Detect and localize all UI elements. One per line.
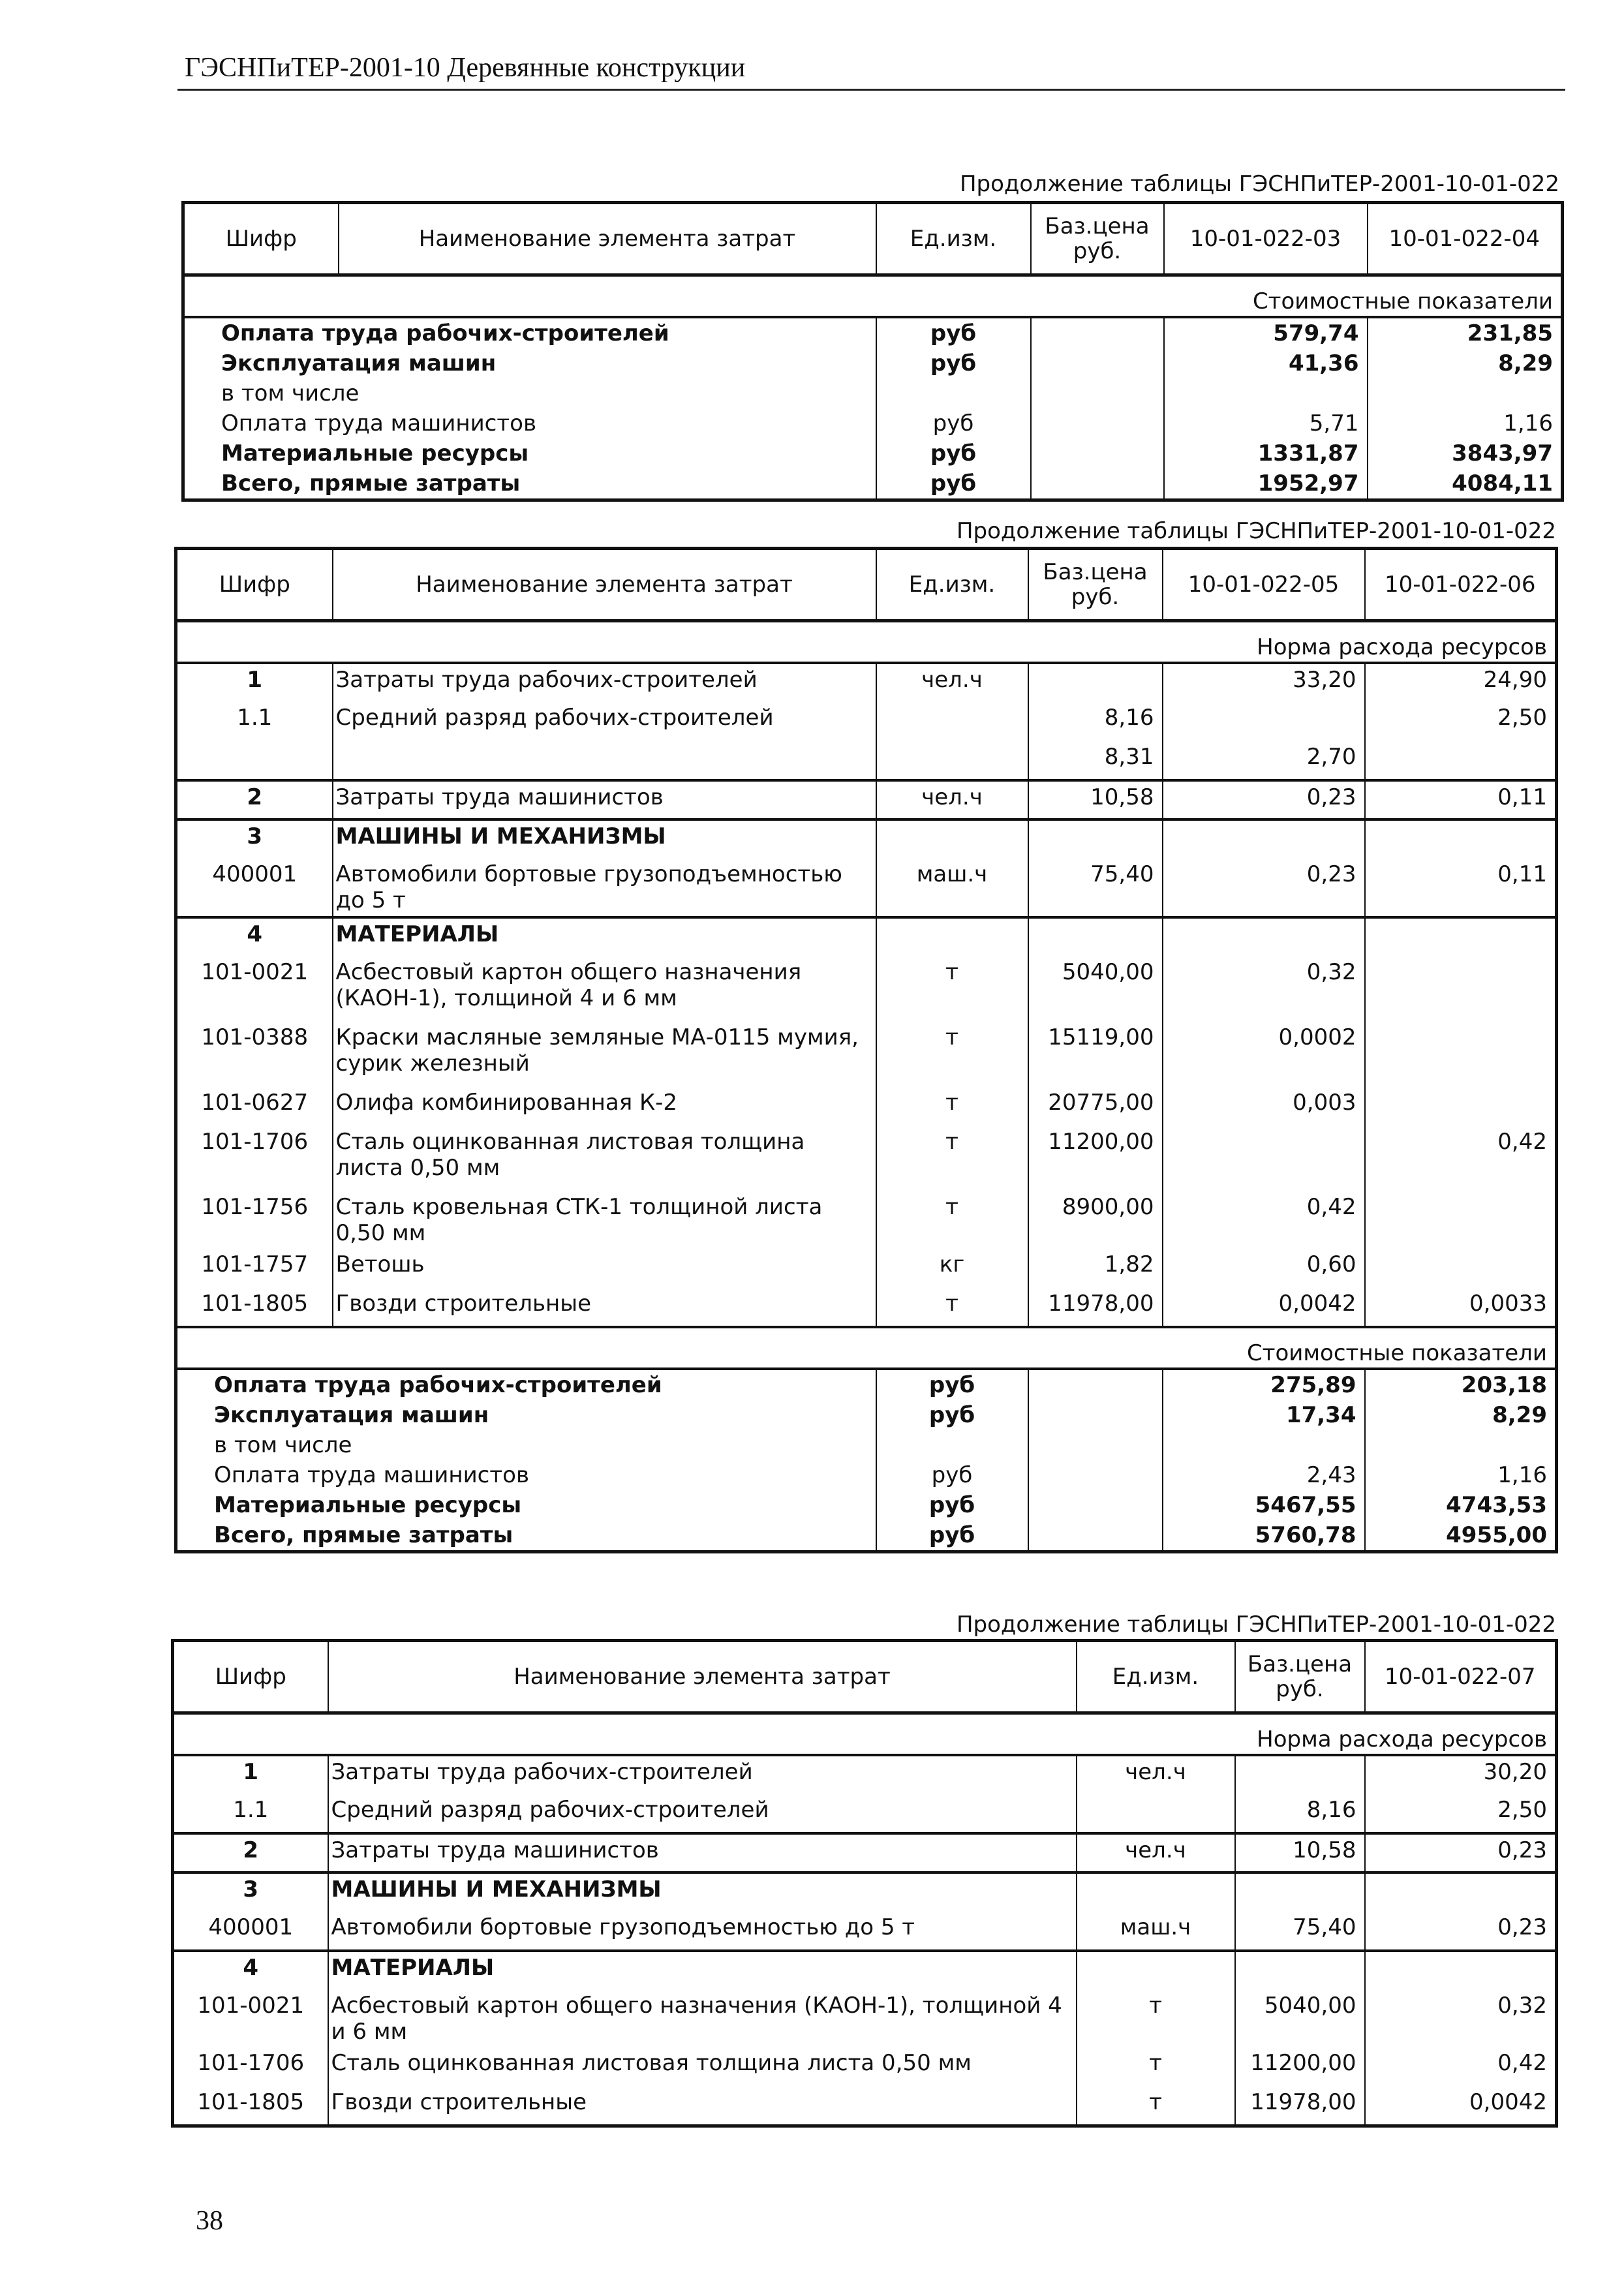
column-header: 10-01-022-05	[1163, 549, 1365, 621]
resource-name: Ветошь	[333, 1249, 876, 1288]
column-header: 10-01-022-06	[1365, 549, 1557, 621]
norm-value	[1365, 741, 1557, 780]
cost-unit: руб	[876, 1460, 1028, 1490]
table2-resources	[174, 547, 1558, 1553]
base-price: 10,58	[1028, 780, 1163, 819]
resource-row	[176, 1191, 1557, 1249]
resource-row	[173, 1794, 1557, 1833]
resource-code: 3	[173, 1872, 328, 1912]
resource-unit: т	[876, 1191, 1028, 1249]
resource-name: Затраты труда машинистов	[333, 780, 876, 819]
resource-name: Сталь кровельная СТК-1 толщиной листа 0,50 мм	[333, 1191, 876, 1249]
cost-unit: руб	[876, 1490, 1028, 1520]
base-price: 75,40	[1235, 1912, 1365, 1951]
resource-group	[173, 1951, 1557, 2126]
resource-unit: чел.ч	[1077, 1833, 1235, 1872]
resource-unit	[1077, 1872, 1235, 1912]
resource-group	[176, 917, 1557, 1327]
resource-name: Олифа комбинированная К-2	[333, 1087, 876, 1126]
resource-name: Гвозди строительные	[328, 2086, 1077, 2126]
resource-row	[176, 702, 1557, 741]
cost-row	[183, 378, 1563, 408]
norm-value	[1365, 1249, 1557, 1288]
resource-unit	[876, 741, 1028, 780]
resource-name: МАШИНЫ И МЕХАНИЗМЫ	[328, 1872, 1077, 1912]
cost-value: 203,18	[1365, 1369, 1557, 1400]
base-price: 20775,00	[1028, 1087, 1163, 1126]
resource-code: 1	[173, 1755, 328, 1794]
base-price	[1235, 1951, 1365, 1990]
resource-code: 101-1756	[176, 1191, 333, 1249]
resource-code: 400001	[173, 1912, 328, 1951]
resource-unit: чел.ч	[1077, 1755, 1235, 1794]
cost-label: в том числе	[176, 1430, 876, 1460]
cost-row	[176, 1490, 1557, 1520]
base-price: 5040,00	[1028, 956, 1163, 1022]
resource-unit: т	[1077, 2047, 1235, 2086]
column-header: Шифр	[173, 1641, 328, 1713]
column-header: Ед.изм.	[876, 549, 1028, 621]
cost-label: Эксплуатация машин	[176, 1400, 876, 1430]
base-price-cell	[1031, 438, 1164, 468]
cost-unit: руб	[876, 438, 1031, 468]
resource-name: Затраты труда рабочих-строителей	[333, 663, 876, 702]
cost-label: Оплата труда машинистов	[176, 1460, 876, 1490]
norm-value: 0,23	[1365, 1833, 1557, 1872]
norm-value	[1163, 917, 1365, 956]
resource-unit	[876, 702, 1028, 741]
cost-value: 5,71	[1164, 408, 1368, 438]
column-header: Баз.цена руб.	[1235, 1641, 1365, 1713]
resource-group	[173, 1872, 1557, 1951]
resource-group	[176, 663, 1557, 780]
cost-row	[183, 408, 1563, 438]
norm-value: 0,23	[1365, 1912, 1557, 1951]
cost-label: Материальные ресурсы	[183, 438, 876, 468]
resource-unit: т	[1077, 2086, 1235, 2126]
cost-unit: руб	[876, 1400, 1028, 1430]
norm-value: 2,50	[1365, 702, 1557, 741]
cost-value	[1163, 1430, 1365, 1460]
cost-unit: руб	[876, 1520, 1028, 1552]
resource-name: Асбестовый картон общего назначения (КАОН-1), толщиной 4 и 6 мм	[333, 956, 876, 1022]
cost-value: 4955,00	[1365, 1520, 1557, 1552]
resource-row	[176, 1249, 1557, 1288]
cost-label: Материальные ресурсы	[176, 1490, 876, 1520]
cost-unit: руб	[876, 408, 1031, 438]
base-price: 8900,00	[1028, 1191, 1163, 1249]
base-price	[1028, 917, 1163, 956]
resource-row	[176, 917, 1557, 956]
norm-value: 24,90	[1365, 663, 1557, 702]
resource-unit: маш.ч	[876, 859, 1028, 917]
resource-row	[176, 780, 1557, 819]
resource-name: Затраты труда машинистов	[328, 1833, 1077, 1872]
resource-unit: маш.ч	[1077, 1912, 1235, 1951]
resource-code: 1.1	[176, 702, 333, 741]
base-price: 8,16	[1028, 702, 1163, 741]
resource-name: МАТЕРИАЛЫ	[328, 1951, 1077, 1990]
resource-unit	[876, 819, 1028, 859]
norm-value: 33,20	[1163, 663, 1365, 702]
cost-label: Оплата труда рабочих-строителей	[183, 317, 876, 348]
column-header: Баз.цена руб.	[1031, 203, 1164, 275]
norm-value: 0,23	[1163, 780, 1365, 819]
resource-code: 101-1757	[176, 1249, 333, 1288]
base-price: 11978,00	[1028, 1288, 1163, 1327]
cost-row	[176, 1460, 1557, 1490]
table1-caption: Продолжение таблицы ГЭСНПиТЕР-2001-10-01-022	[959, 171, 1559, 197]
cost-unit: руб	[876, 317, 1031, 348]
resource-unit: т	[876, 1288, 1028, 1327]
cost-value	[1368, 378, 1563, 408]
norm-value: 0,60	[1163, 1249, 1365, 1288]
resource-unit: т	[876, 1022, 1028, 1087]
norm-value	[1365, 1872, 1557, 1912]
cost-row	[183, 348, 1563, 378]
cost-row	[183, 468, 1563, 500]
column-header: Наименование элемента затрат	[333, 549, 876, 621]
cost-label: Оплата труда рабочих-строителей	[176, 1369, 876, 1400]
page-number: 38	[196, 2206, 223, 2236]
resource-row	[176, 741, 1557, 780]
cost-row	[176, 1520, 1557, 1552]
cost-row	[176, 1369, 1557, 1400]
norm-value: 0,32	[1365, 1990, 1557, 2047]
resource-unit: чел.ч	[876, 663, 1028, 702]
section-label: Норма расхода ресурсов	[176, 621, 1557, 664]
column-header: Наименование элемента затрат	[328, 1641, 1077, 1713]
resource-code: 2	[176, 780, 333, 819]
norm-value	[1163, 1126, 1365, 1191]
norm-value	[1163, 819, 1365, 859]
column-header: 10-01-022-04	[1368, 203, 1563, 275]
resource-unit: чел.ч	[876, 780, 1028, 819]
norm-value: 0,23	[1163, 859, 1365, 917]
cost-unit: руб	[876, 348, 1031, 378]
base-price	[1028, 819, 1163, 859]
cost-unit: руб	[876, 1369, 1028, 1400]
base-price-cell	[1028, 1400, 1163, 1430]
header-row	[176, 549, 1557, 621]
base-price: 8,31	[1028, 741, 1163, 780]
cost-row	[183, 438, 1563, 468]
base-price	[1235, 1755, 1365, 1794]
resource-row	[173, 1755, 1557, 1794]
resource-unit: т	[1077, 1990, 1235, 2047]
base-price-cell	[1028, 1520, 1163, 1552]
base-price: 10,58	[1235, 1833, 1365, 1872]
norm-value: 0,11	[1365, 859, 1557, 917]
resource-name: Краски масляные земляные МА-0115 мумия, сурик железный	[333, 1022, 876, 1087]
section-row	[176, 1327, 1557, 1369]
norm-value	[1365, 819, 1557, 859]
cost-value: 8,29	[1365, 1400, 1557, 1430]
resource-unit	[876, 917, 1028, 956]
norm-value	[1365, 1087, 1557, 1126]
resource-row	[176, 859, 1557, 917]
base-price	[1235, 1872, 1365, 1912]
base-price-cell	[1031, 317, 1164, 348]
resource-row	[176, 1288, 1557, 1327]
base-price: 5040,00	[1235, 1990, 1365, 2047]
cost-label: Всего, прямые затраты	[183, 468, 876, 500]
column-header: Ед.изм.	[876, 203, 1031, 275]
resource-group	[173, 1755, 1557, 1833]
header-row	[173, 1641, 1557, 1713]
norm-value: 0,42	[1365, 2047, 1557, 2086]
resource-code: 4	[176, 917, 333, 956]
base-price-cell	[1028, 1490, 1163, 1520]
resource-name: Затраты труда рабочих-строителей	[328, 1755, 1077, 1794]
resource-code: 3	[176, 819, 333, 859]
resource-row	[176, 956, 1557, 1022]
norm-value: 2,50	[1365, 1794, 1557, 1833]
base-price: 15119,00	[1028, 1022, 1163, 1087]
resource-code: 4	[173, 1951, 328, 1990]
cost-value: 231,85	[1368, 317, 1563, 348]
column-header: Шифр	[183, 203, 339, 275]
resource-name: Средний разряд рабочих-строителей	[328, 1794, 1077, 1833]
norm-value	[1365, 1191, 1557, 1249]
cost-value: 4084,11	[1368, 468, 1563, 500]
norm-value: 0,42	[1163, 1191, 1365, 1249]
column-header: Ед.изм.	[1077, 1641, 1235, 1713]
cost-value: 2,43	[1163, 1460, 1365, 1490]
column-header: 10-01-022-03	[1164, 203, 1368, 275]
norm-value	[1365, 1022, 1557, 1087]
resource-row	[173, 1912, 1557, 1951]
resource-row	[173, 1872, 1557, 1912]
column-header: Баз.цена руб.	[1028, 549, 1163, 621]
resource-name: МАШИНЫ И МЕХАНИЗМЫ	[333, 819, 876, 859]
resource-code: 101-1805	[176, 1288, 333, 1327]
cost-value: 4743,53	[1365, 1490, 1557, 1520]
resource-name	[333, 741, 876, 780]
section-row	[173, 1713, 1557, 1756]
cost-value: 1331,87	[1164, 438, 1368, 468]
base-price	[1028, 663, 1163, 702]
cost-unit: руб	[876, 468, 1031, 500]
norm-value: 0,003	[1163, 1087, 1365, 1126]
section-label: Стоимостные показатели	[176, 1327, 1557, 1369]
resource-group	[176, 780, 1557, 819]
base-price: 75,40	[1028, 859, 1163, 917]
base-price-cell	[1031, 378, 1164, 408]
resource-group	[176, 819, 1557, 917]
resource-name: Сталь оцинкованная листовая толщина листа 0,50 мм	[328, 2047, 1077, 2086]
resource-code: 101-1805	[173, 2086, 328, 2126]
column-header: Наименование элемента затрат	[339, 203, 876, 275]
resource-name: МАТЕРИАЛЫ	[333, 917, 876, 956]
header-row	[183, 203, 1563, 275]
base-price-cell	[1031, 468, 1164, 500]
cost-value: 5467,55	[1163, 1490, 1365, 1520]
resource-name: Сталь оцинкованная листовая толщина листа 0,50 мм	[333, 1126, 876, 1191]
cost-value	[1365, 1430, 1557, 1460]
cost-label: Всего, прямые затраты	[176, 1520, 876, 1552]
norm-value: 0,0002	[1163, 1022, 1365, 1087]
resource-name: Гвозди строительные	[333, 1288, 876, 1327]
resource-code: 101-0021	[173, 1990, 328, 2047]
norm-value: 0,0033	[1365, 1288, 1557, 1327]
base-price-cell	[1028, 1430, 1163, 1460]
cost-value: 41,36	[1164, 348, 1368, 378]
resource-row	[173, 1990, 1557, 2047]
cost-value: 5760,78	[1163, 1520, 1365, 1552]
resource-name: Асбестовый картон общего назначения (КАОН-1), толщиной 4 и 6 мм	[328, 1990, 1077, 2047]
norm-value: 0,32	[1163, 956, 1365, 1022]
section-row	[183, 275, 1563, 318]
section-row	[176, 621, 1557, 664]
resource-row	[173, 2086, 1557, 2126]
cost-value: 3843,97	[1368, 438, 1563, 468]
cost-value: 579,74	[1164, 317, 1368, 348]
cost-row	[183, 317, 1563, 348]
resource-unit: т	[876, 956, 1028, 1022]
column-header: 10-01-022-07	[1365, 1641, 1557, 1713]
base-price: 11978,00	[1235, 2086, 1365, 2126]
resource-row	[173, 2047, 1557, 2086]
base-price: 1,82	[1028, 1249, 1163, 1288]
norm-value: 0,42	[1365, 1126, 1557, 1191]
section-label: Норма расхода ресурсов	[173, 1713, 1557, 1756]
cost-unit	[876, 1430, 1028, 1460]
resource-code: 101-1706	[173, 2047, 328, 2086]
running-header: ГЭСНПиТЕР-2001-10 Деревянные конструкции	[185, 53, 746, 83]
cost-value: 1952,97	[1164, 468, 1368, 500]
resource-unit: т	[876, 1126, 1028, 1191]
column-header: Шифр	[176, 549, 333, 621]
resource-code: 400001	[176, 859, 333, 917]
norm-value: 30,20	[1365, 1755, 1557, 1794]
cost-label: в том числе	[183, 378, 876, 408]
base-price: 11200,00	[1028, 1126, 1163, 1191]
resource-unit	[1077, 1951, 1235, 1990]
resource-code: 101-0388	[176, 1022, 333, 1087]
resource-code	[176, 741, 333, 780]
cost-unit	[876, 378, 1031, 408]
norm-value	[1163, 702, 1365, 741]
table1-cost-summary	[181, 201, 1564, 502]
cost-value: 8,29	[1368, 348, 1563, 378]
resource-row	[173, 1833, 1557, 1872]
norm-value: 0,0042	[1163, 1288, 1365, 1327]
resource-code: 101-0627	[176, 1087, 333, 1126]
base-price: 11200,00	[1235, 2047, 1365, 2086]
norm-value	[1365, 956, 1557, 1022]
norm-value	[1365, 1951, 1557, 1990]
cost-value	[1164, 378, 1368, 408]
norm-value: 0,0042	[1365, 2086, 1557, 2126]
cost-row	[176, 1430, 1557, 1460]
norm-value	[1365, 917, 1557, 956]
resource-row	[176, 819, 1557, 859]
base-price: 8,16	[1235, 1794, 1365, 1833]
norm-value: 0,11	[1365, 780, 1557, 819]
cost-value: 1,16	[1368, 408, 1563, 438]
base-price-cell	[1028, 1460, 1163, 1490]
resource-group	[173, 1833, 1557, 1872]
resource-code: 101-0021	[176, 956, 333, 1022]
resource-row	[173, 1951, 1557, 1990]
resource-code: 2	[173, 1833, 328, 1872]
resource-name: Средний разряд рабочих-строителей	[333, 702, 876, 741]
resource-unit: кг	[876, 1249, 1028, 1288]
resource-code: 1	[176, 663, 333, 702]
resource-name: Автомобили бортовые грузоподъемностью до 5 т	[333, 859, 876, 917]
resource-row	[176, 1022, 1557, 1087]
resource-name: Автомобили бортовые грузоподъемностью до 5 т	[328, 1912, 1077, 1951]
resource-row	[176, 1126, 1557, 1191]
resource-code: 1.1	[173, 1794, 328, 1833]
resource-code: 101-1706	[176, 1126, 333, 1191]
cost-value: 275,89	[1163, 1369, 1365, 1400]
base-price-cell	[1031, 348, 1164, 378]
table3-caption: Продолжение таблицы ГЭСНПиТЕР-2001-10-01-022	[956, 1612, 1556, 1638]
cost-label: Эксплуатация машин	[183, 348, 876, 378]
base-price-cell	[1031, 408, 1164, 438]
base-price-cell	[1028, 1369, 1163, 1400]
cost-value: 1,16	[1365, 1460, 1557, 1490]
cost-row	[176, 1400, 1557, 1430]
table2-caption: Продолжение таблицы ГЭСНПиТЕР-2001-10-01-022	[956, 518, 1556, 544]
cost-value: 17,34	[1163, 1400, 1365, 1430]
resource-unit: т	[876, 1087, 1028, 1126]
header-rule	[177, 89, 1565, 91]
resource-unit	[1077, 1794, 1235, 1833]
table3-resources	[171, 1639, 1558, 2128]
cost-label: Оплата труда машинистов	[183, 408, 876, 438]
resource-row	[176, 663, 1557, 702]
norm-value: 2,70	[1163, 741, 1365, 780]
section-label: Стоимостные показатели	[183, 275, 1563, 318]
resource-row	[176, 1087, 1557, 1126]
